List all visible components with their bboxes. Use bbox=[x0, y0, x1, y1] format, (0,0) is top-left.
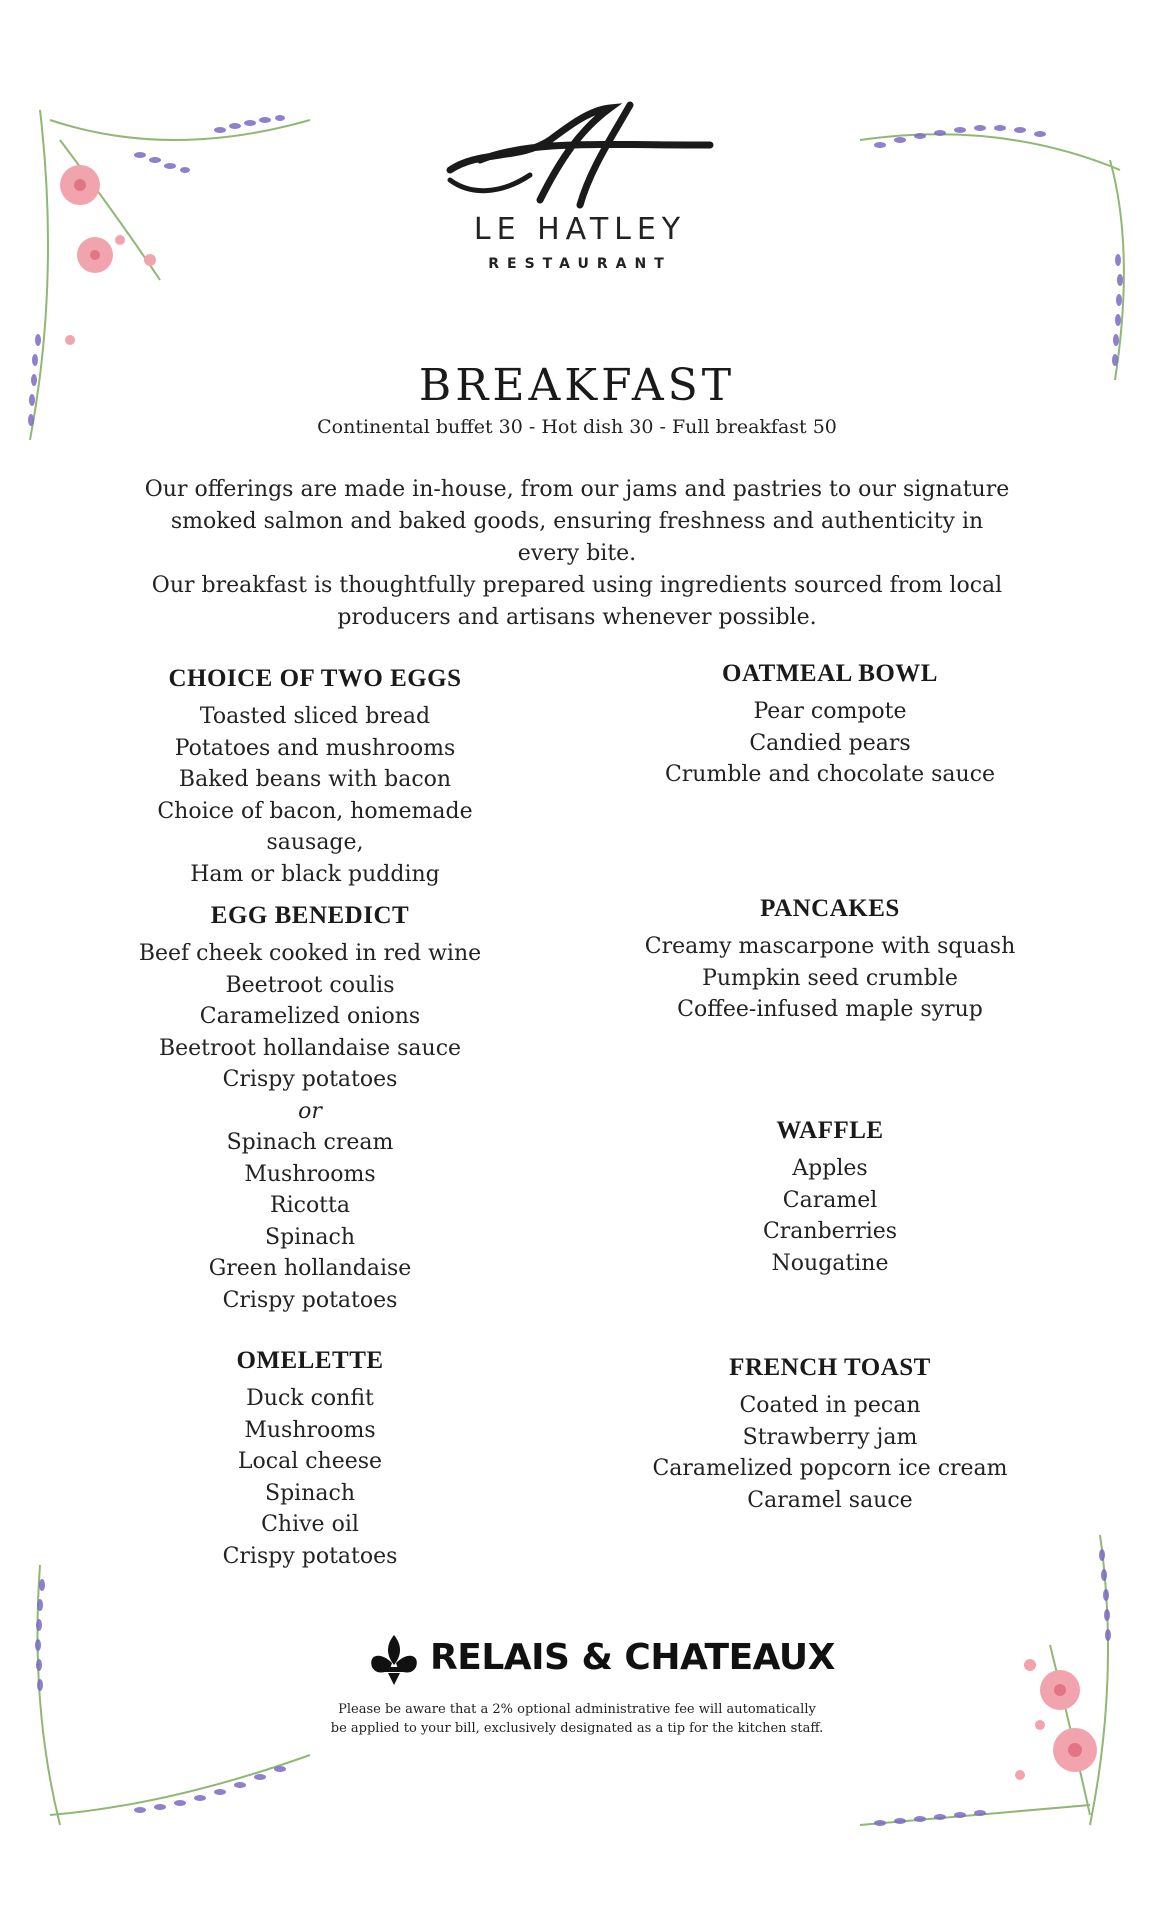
menu-item: Spinach cream bbox=[226, 1130, 394, 1155]
menu-item: Green hollandaise bbox=[208, 1256, 412, 1281]
menu-item: Apples bbox=[792, 1156, 868, 1181]
section-title: OATMEAL BOWL bbox=[722, 660, 938, 687]
menu-item: Duck confit bbox=[246, 1386, 374, 1411]
menu-item: Toasted sliced bread bbox=[199, 704, 431, 729]
menu-item: Local cheese bbox=[237, 1449, 383, 1474]
intro-paragraph: Our offerings are made in-house, from our jams and pastries to our signature smoked salmon and baked goods, ensuring freshness and authenticity in every bite. bbox=[144, 477, 1010, 566]
menu-item: Potatoes and mushrooms bbox=[174, 735, 456, 761]
menu-section-omelette bbox=[110, 1347, 510, 1572]
menu-item: Baked beans with bacon bbox=[178, 767, 452, 792]
section-title: CHOICE OF TWO EGGS bbox=[168, 665, 462, 692]
menu-item: Ricotta bbox=[270, 1193, 350, 1218]
intro-paragraph: Our breakfast is thoughtfully prepared using ingredients sourced from local producers and artisans whenever possible. bbox=[151, 573, 1003, 630]
menu-item: Coffee-infused maple syrup bbox=[677, 997, 983, 1022]
menu-item: Caramel bbox=[782, 1187, 878, 1213]
menu-item: Ham or black pudding bbox=[190, 861, 440, 887]
fee-notice bbox=[0, 1700, 1154, 1738]
menu-separator: or bbox=[298, 1098, 322, 1124]
partner-name: RELAIS & CHATEAUX bbox=[430, 1637, 835, 1678]
menu-item: Crumble and chocolate sauce bbox=[664, 762, 996, 787]
intro-text bbox=[140, 474, 1014, 634]
menu-item: Mushrooms bbox=[244, 1417, 376, 1443]
menu-item: Crispy potatoes bbox=[222, 1287, 398, 1313]
restaurant-logo bbox=[430, 100, 730, 280]
section-title: EGG BENEDICT bbox=[210, 902, 410, 929]
menu-item: Mushrooms bbox=[244, 1161, 376, 1187]
menu-section-benedict bbox=[110, 902, 510, 1316]
hatley-monogram-icon bbox=[440, 100, 720, 210]
menu-item: Spinach bbox=[265, 1224, 355, 1250]
menu-item: Coated in pecan bbox=[739, 1393, 921, 1418]
menu-item: Strawberry jam bbox=[742, 1424, 918, 1450]
menu-item: Crispy potatoes bbox=[222, 1067, 398, 1092]
menu-item: Crispy potatoes bbox=[222, 1543, 398, 1569]
menu-section-french-toast bbox=[640, 1354, 1020, 1516]
menu-item: Pumpkin seed crumble bbox=[702, 965, 958, 991]
menu-item: Beetroot coulis bbox=[225, 972, 395, 998]
fleur-de-lis-icon bbox=[366, 1633, 422, 1687]
notice-line: be applied to your bill, exclusively designated as a tip for the kitchen staff. bbox=[330, 1721, 824, 1736]
brand-name: LE HATLEY bbox=[473, 212, 687, 247]
menu-item: Choice of bacon, homemade sausage, bbox=[157, 798, 473, 855]
section-title: FRENCH TOAST bbox=[729, 1354, 931, 1381]
menu-item: Spinach bbox=[265, 1480, 355, 1506]
menu-item: Beef cheek cooked in red wine bbox=[138, 941, 482, 966]
menu-item: Caramelized popcorn ice cream bbox=[652, 1456, 1008, 1481]
menu-item: Beetroot hollandaise sauce bbox=[158, 1035, 462, 1061]
menu-section-pancakes bbox=[640, 895, 1020, 1026]
relais-chateaux-logo bbox=[360, 1633, 835, 1693]
floral-corner-bottom-right bbox=[850, 1525, 1140, 1845]
menu-item: Candied pears bbox=[749, 730, 911, 756]
menu-item: Creamy mascarpone with squash bbox=[644, 934, 1016, 959]
menu-section-oatmeal bbox=[640, 660, 1020, 791]
menu-item: Cranberries bbox=[762, 1219, 898, 1244]
page-title: BREAKFAST bbox=[418, 360, 736, 411]
section-title: OMELETTE bbox=[236, 1347, 384, 1374]
menu-item: Caramel sauce bbox=[747, 1487, 913, 1513]
floral-corner-top-right bbox=[850, 100, 1140, 390]
menu-item: Chive oil bbox=[261, 1512, 359, 1537]
section-title: PANCAKES bbox=[760, 895, 900, 922]
brand-subtitle: RESTAURANT bbox=[488, 256, 672, 272]
menu-item: Nougatine bbox=[771, 1250, 889, 1276]
menu-item: Pear compote bbox=[753, 699, 907, 724]
menu-section-waffle bbox=[640, 1117, 1020, 1279]
price-line: Continental buffet 30 - Hot dish 30 - Full breakfast 50 bbox=[317, 416, 837, 438]
menu-item: Caramelized onions bbox=[199, 1004, 421, 1029]
notice-line: Please be aware that a 2% optional administrative fee will automatically bbox=[338, 1702, 816, 1717]
menu-section-eggs bbox=[110, 665, 520, 890]
section-title: WAFFLE bbox=[776, 1117, 884, 1144]
